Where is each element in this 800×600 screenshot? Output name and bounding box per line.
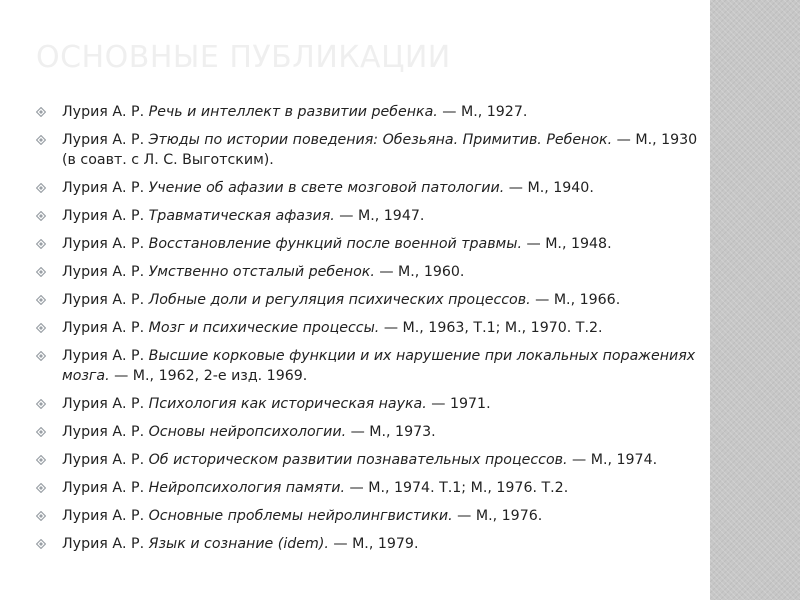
diamond-bullet-icon <box>36 427 46 437</box>
item-author: Лурия А. Р. <box>62 424 149 440</box>
item-title: Травматическая афазия. <box>148 208 335 224</box>
diamond-bullet-icon <box>36 539 46 549</box>
diamond-bullet-icon <box>36 135 46 145</box>
item-author: Лурия А. Р. <box>62 104 149 120</box>
diamond-bullet-icon <box>36 323 46 333</box>
item-author: Лурия А. Р. <box>62 320 149 336</box>
item-author: Лурия А. Р. <box>62 348 149 364</box>
list-item <box>36 178 700 198</box>
item-details: — М., 1947. <box>334 208 425 224</box>
list-item <box>36 534 700 554</box>
item-title: Об историческом развитии познавательных процессов. <box>148 452 568 468</box>
item-title: Умственно отсталый ребенок. <box>148 264 375 280</box>
diamond-bullet-icon <box>36 399 46 409</box>
diamond-bullet-icon <box>36 511 46 521</box>
diamond-bullet-icon <box>36 455 46 465</box>
list-item <box>36 346 700 386</box>
item-author: Лурия А. Р. <box>62 208 149 224</box>
item-title: Лобные доли и регуляция психических процессов. <box>148 292 531 308</box>
diamond-bullet-icon <box>36 107 46 117</box>
list-item <box>36 478 700 498</box>
item-title: Психология как историческая наука. <box>148 396 427 412</box>
item-author: Лурия А. Р. <box>62 452 149 468</box>
list-item <box>36 422 700 442</box>
diamond-bullet-icon <box>36 267 46 277</box>
list-item <box>36 394 700 414</box>
item-author: Лурия А. Р. <box>62 236 149 252</box>
item-title: Основные проблемы нейролингвистики. <box>148 508 453 524</box>
item-details: — М., 1963, Т.1; М., 1970. Т.2. <box>379 320 603 336</box>
diamond-bullet-icon <box>36 483 46 493</box>
item-title: Восстановление функций после военной травмы. <box>148 236 522 252</box>
item-details: — М., 1973. <box>346 424 436 440</box>
item-details: — М., 1948. <box>521 236 612 252</box>
item-author: Лурия А. Р. <box>62 536 149 552</box>
list-item <box>36 234 700 254</box>
list-item <box>36 290 700 310</box>
item-details: — М., 1966. <box>530 292 621 308</box>
item-details: — М., 1979. <box>328 536 419 552</box>
item-details: — М., 1974. Т.1; М., 1976. Т.2. <box>345 480 569 496</box>
item-author: Лурия А. Р. <box>62 480 149 496</box>
item-title: Мозг и психические процессы. <box>148 320 380 336</box>
item-title: Высшие корковые функции и их нарушение при локальных поражениях мозга. <box>62 348 696 384</box>
item-title: Нейропсихология памяти. <box>148 480 345 496</box>
list-item <box>36 262 700 282</box>
item-details: — М., 1930 (в соавт. с Л. С. Выготским). <box>62 132 698 168</box>
item-title: Учение об афазии в свете мозговой патологии. <box>148 180 505 196</box>
list-item <box>36 506 700 526</box>
decorative-side-strip <box>710 0 800 600</box>
item-author: Лурия А. Р. <box>62 292 149 308</box>
diamond-bullet-icon <box>36 211 46 221</box>
item-title: Речь и интеллект в развитии ребенка. <box>148 104 438 120</box>
item-author: Лурия А. Р. <box>62 180 149 196</box>
diamond-bullet-icon <box>36 351 46 361</box>
list-item <box>36 450 700 470</box>
publication-list <box>36 102 700 562</box>
item-details: — М., 1927. <box>437 104 528 120</box>
item-details: — М., 1976. <box>452 508 543 524</box>
item-author: Лурия А. Р. <box>62 508 149 524</box>
slide-title: ОСНОВНЫЕ ПУБЛИКАЦИИ <box>36 40 451 75</box>
diamond-bullet-icon <box>36 295 46 305</box>
item-details: — М., 1940. <box>504 180 594 196</box>
item-author: Лурия А. Р. <box>62 396 149 412</box>
item-title: Язык и сознание (idem). <box>148 536 329 552</box>
item-author: Лурия А. Р. <box>62 132 149 148</box>
item-title: Основы нейропсихологии. <box>148 424 347 440</box>
item-details: — 1971. <box>426 396 491 412</box>
item-details: — М., 1962, 2-е изд. 1969. <box>109 368 308 384</box>
item-title: Этюды по истории поведения: Обезьяна. Примитив. Ребенок. <box>148 132 613 148</box>
diamond-bullet-icon <box>36 239 46 249</box>
list-item <box>36 130 700 170</box>
list-item <box>36 318 700 338</box>
item-details: — М., 1960. <box>374 264 465 280</box>
diamond-bullet-icon <box>36 183 46 193</box>
list-item <box>36 206 700 226</box>
item-author: Лурия А. Р. <box>62 264 149 280</box>
list-item <box>36 102 700 122</box>
item-details: — М., 1974. <box>567 452 658 468</box>
